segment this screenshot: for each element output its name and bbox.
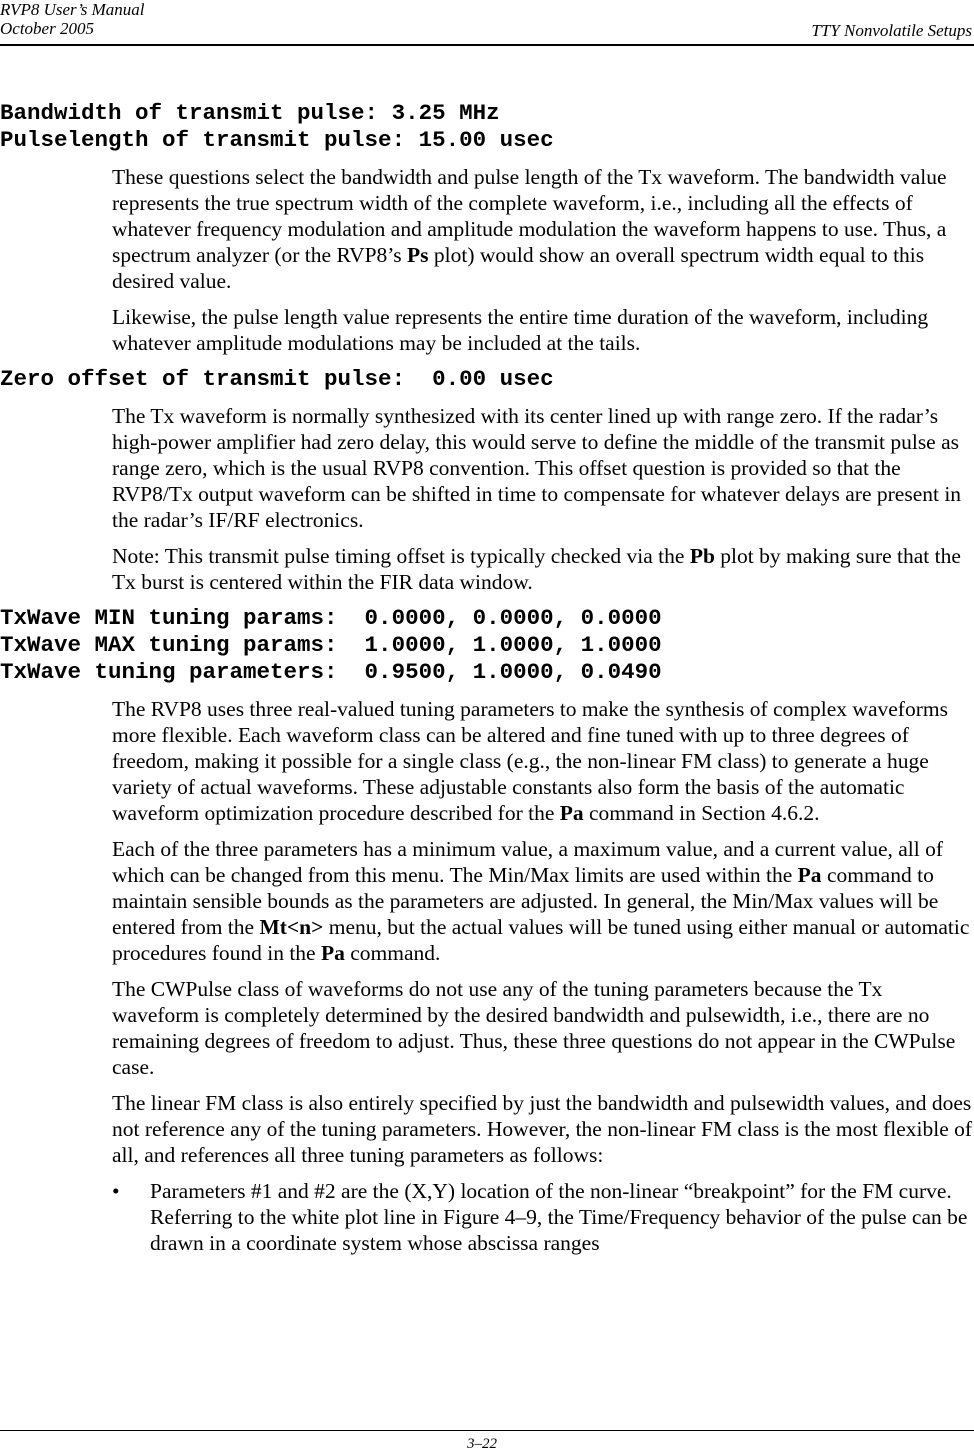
header-rule <box>0 44 974 46</box>
paragraph: Note: This transmit pulse timing offset is typically checked via the Pb plot by making sure that the Tx burst is centered within the FIR data window. <box>112 544 961 594</box>
manual-date: October 2005 <box>0 19 94 38</box>
bullet-item <box>112 1178 974 1256</box>
prompt-block-bandwidth <box>0 100 974 154</box>
prompt-line: Pulselength of transmit pulse: 15.00 usec <box>0 127 554 153</box>
document-body <box>0 100 974 1256</box>
paragraph: The Tx waveform is normally synthesized with its center lined up with range zero. If the radar’s high-power amplifier had zero delay, this would serve to define the middle of the transmit pulse as range zero, which is the usual RVP8 convention. This offset question is provided so that the RVP8/Tx output waveform can be shifted in time to compensate for whatever delays are present in the radar’s IF/RF electronics. <box>112 404 962 532</box>
paragraph: The CWPulse class of waveforms do not use any of the tuning parameters because the Tx waveform is completely determined by the desired bandwidth and pulsewidth, i.e., there are no remaining degrees of freedom to adjust. Thus, these three questions do not appear in the CWPulse case. <box>112 977 956 1079</box>
footer-rule <box>0 1430 974 1431</box>
prompt-block-tuning <box>0 605 974 686</box>
prompt-block-zero-offset <box>0 366 974 393</box>
bullet-marker: • <box>112 1179 120 1203</box>
bullet-text: Parameters #1 and #2 are the (X,Y) location of the non-linear “breakpoint” for the FM curve. Referring to the white plot line in Figure 4–9, the Time/Frequency behavior of the pulse can be drawn in a coordinate system whose abscissa ranges <box>150 1179 968 1255</box>
paragraph: The RVP8 uses three real-valued tuning parameters to make the synthesis of complex waveforms more flexible. Each waveform class can be altered and fine tuned with up to three degrees of freedom, making it possible for a single class (e.g., the non-linear FM class) to generate a huge variety of actual waveforms. These adjustable constants also form the basis of the automatic waveform optimization procedure described for the Pa command in Section 4.6.2. <box>112 697 948 825</box>
paragraph: Each of the three parameters has a minimum value, a maximum value, and a current value, all of which can be changed from this menu. The Min/Max limits are used within the Pa command to maintain sensible bounds as the parameters are adjusted. In general, the Min/Max values will be entered from the Mt<n> menu, but the actual values will be tuned using either manual or automatic procedures found in the Pa command. <box>112 837 970 965</box>
paragraph: The linear FM class is also entirely specified by just the bandwidth and pulsewidth values, and does not reference any of the tuning parameters. However, the non-linear FM class is the most flexible of all, and references all three tuning parameters as follows: <box>112 1091 973 1167</box>
prompt-line: Zero offset of transmit pulse: 0.00 usec <box>0 366 554 392</box>
manual-title: RVP8 User’s Manual <box>0 0 145 19</box>
page-header-left <box>0 0 145 38</box>
prompt-line: TxWave tuning parameters: 0.9500, 1.0000, 0.0490 <box>0 659 662 685</box>
page-number: 3–22 <box>467 1436 497 1452</box>
prompt-line: Bandwidth of transmit pulse: 3.25 MHz <box>0 100 500 126</box>
paragraph: Likewise, the pulse length value represents the entire time duration of the waveform, including whatever amplitude modulations may be included at the tails. <box>112 305 929 355</box>
prompt-line: TxWave MAX tuning params: 1.0000, 1.0000, 1.0000 <box>0 632 662 658</box>
prompt-line: TxWave MIN tuning params: 0.0000, 0.0000, 0.0000 <box>0 605 662 631</box>
paragraph: These questions select the bandwidth and pulse length of the Tx waveform. The bandwidth value represents the true spectrum width of the complete waveform, i.e., including all the effects of whatever frequency modulation and amplitude modulation the waveform happens to use. Thus, a spectrum analyzer (or the RVP8’s Ps plot) would show an overall spectrum width equal to this desired value. <box>112 165 947 293</box>
section-title: TTY Nonvolatile Setups <box>811 21 972 40</box>
